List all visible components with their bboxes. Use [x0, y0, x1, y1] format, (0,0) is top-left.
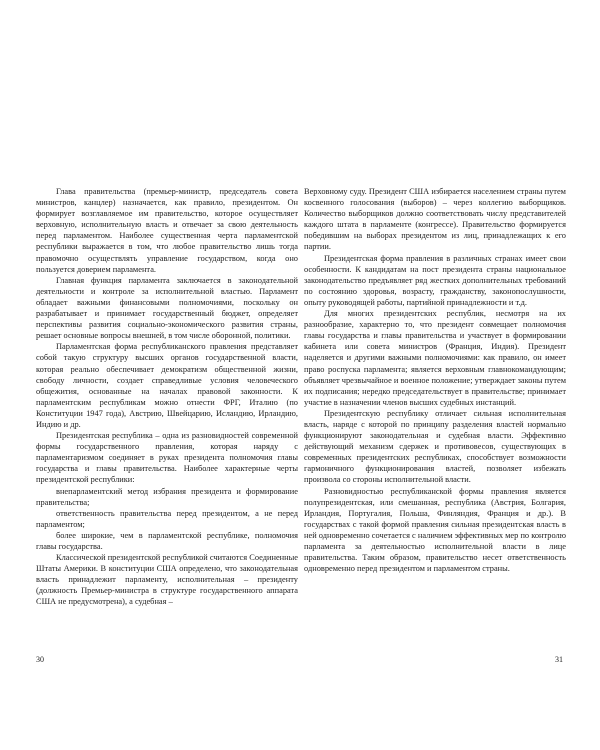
paragraph: Президентская республика – одна из разновидностей современной формы государственного правления, которая наряду с парламентаризмом соединяет в руках президента полномочия главы государства и главы правительства. Наиболее характерные черты президентской республики: [36, 431, 298, 485]
paragraph: Верховному суду. Президент США избирается населением страны путем косвенного голосования (выборов) – через коллегию выборщиков. Количество выборщиков должно соответствовать числу представителей каждого штата в парламенте (конгрессе). Правительство формируется победившим на выборах президентом из лиц, принадлежащих к его партии. [304, 187, 566, 252]
paragraph: Президентская форма правления в различных странах имеет свои особенности. К кандидатам на пост президента страны национальное законодательство предъявляет ряд жестких дополнительных требований по состоянию здоровья, возрасту, гражданству, законопослушности, опыту руководящей работы, партийной принадлежности и т.д. [304, 253, 566, 307]
list-item: ответственность правительства перед президентом, а не перед парламентом; [36, 508, 298, 529]
paragraph: Для многих президентских республик, несмотря на их разнообразие, характерно то, что президент совмещает полномочия главы государства и главы правительства и участвует в формировании кабинета или совета министров (Франция, Индия). Президент наделяется и другими важными полномочиями: как правило, он имеет право роспуска парламента; является верховным главнокомандующим; объявляет чрезвычайное и военное положение; утверждает законы путем их подписания; нередко председательствует в правительстве; принимает участие в назначении членов высших судебных инстанций. [304, 309, 566, 407]
paragraph: Президентскую республику отличает сильная исполнительная власть, наряде с которой по принципу разделения властей нормально функционируют законодательная и судебная власти. Эффективно действующий механизм сдержек и противовесов, существующих в современных президентских республиках, способствует возможности гармоничного функционирования властей, позволяет избежать произвола со стороны исполнительной власти. [304, 408, 566, 485]
right-page-text [304, 186, 566, 574]
paragraph: Глава правительства (премьер-министр, председатель совета министров, канцлер) назначается, как правило, президентом. Он формирует возглавляемое им правительство, которое осуществляет верховную, исполнительную власть и отвечает за свою деятельность перед парламентом. Наиболее существенная черта парламентской республики выражается в том, что любое правительство лишь тогда правомочно осуществлять управление государством, когда оно пользуется доверием парламента. [36, 187, 298, 274]
paragraph: Классической президентской республикой считаются Соединенные Штаты Америки. В конституции США определено, что законодательная власть принадлежит парламенту, исполнительная – президенту (должность Премьер-министра в структуре государственного аппарата США не предусмотрена), а судебная – [36, 553, 298, 607]
page-number-left: 30 [36, 655, 44, 664]
page-number-right: 31 [555, 655, 563, 664]
list-item: внепарламентский метод избрания президента и формирование правительства; [36, 486, 298, 507]
left-page-text [36, 186, 298, 608]
paragraph: Главная функция парламента заключается в законодательной деятельности и контроле за исполнительной властью. Парламент обладает важными финансовыми полномочиями, поскольку он разрабатывает и принимает государственный бюджет, определяет перспективы развития социально-экономического развития страны, решает основные вопросы внешней, в том числе оборонной, политики. [36, 275, 298, 341]
paragraph: Парламентская форма республиканского правления представляет собой такую структуру высших органов государственной власти, которая реально обеспечивает демократизм общественной жизни, свободу личности, создает справедливые условия человеческого общежития, основанные на началах правовой законности. К парламентским республикам можно отнести ФРГ, Италию (по Конституции 1947 года), Австрию, Швейцарию, Исландию, Ирландию, Индию и др. [36, 342, 298, 429]
paragraph: Разновидностью республиканской формы правления является полупрезидентская, или смешанная, республика (Австрия, Болгария, Ирландия, Португалия, Польша, Финляндия, Франция и др.). В государствах с такой формой правления сильная президентская власть в ней одновременно сочетается с наличием эффективных мер по контролю парламента за деятельностью исполнительной власти в лице правительства. Таким образом, правительство несет ответственность одновременно перед президентом и парламентом страны. [304, 486, 566, 574]
list-item: более широкие, чем в парламентской республике, полномочия главы государства. [36, 530, 298, 551]
